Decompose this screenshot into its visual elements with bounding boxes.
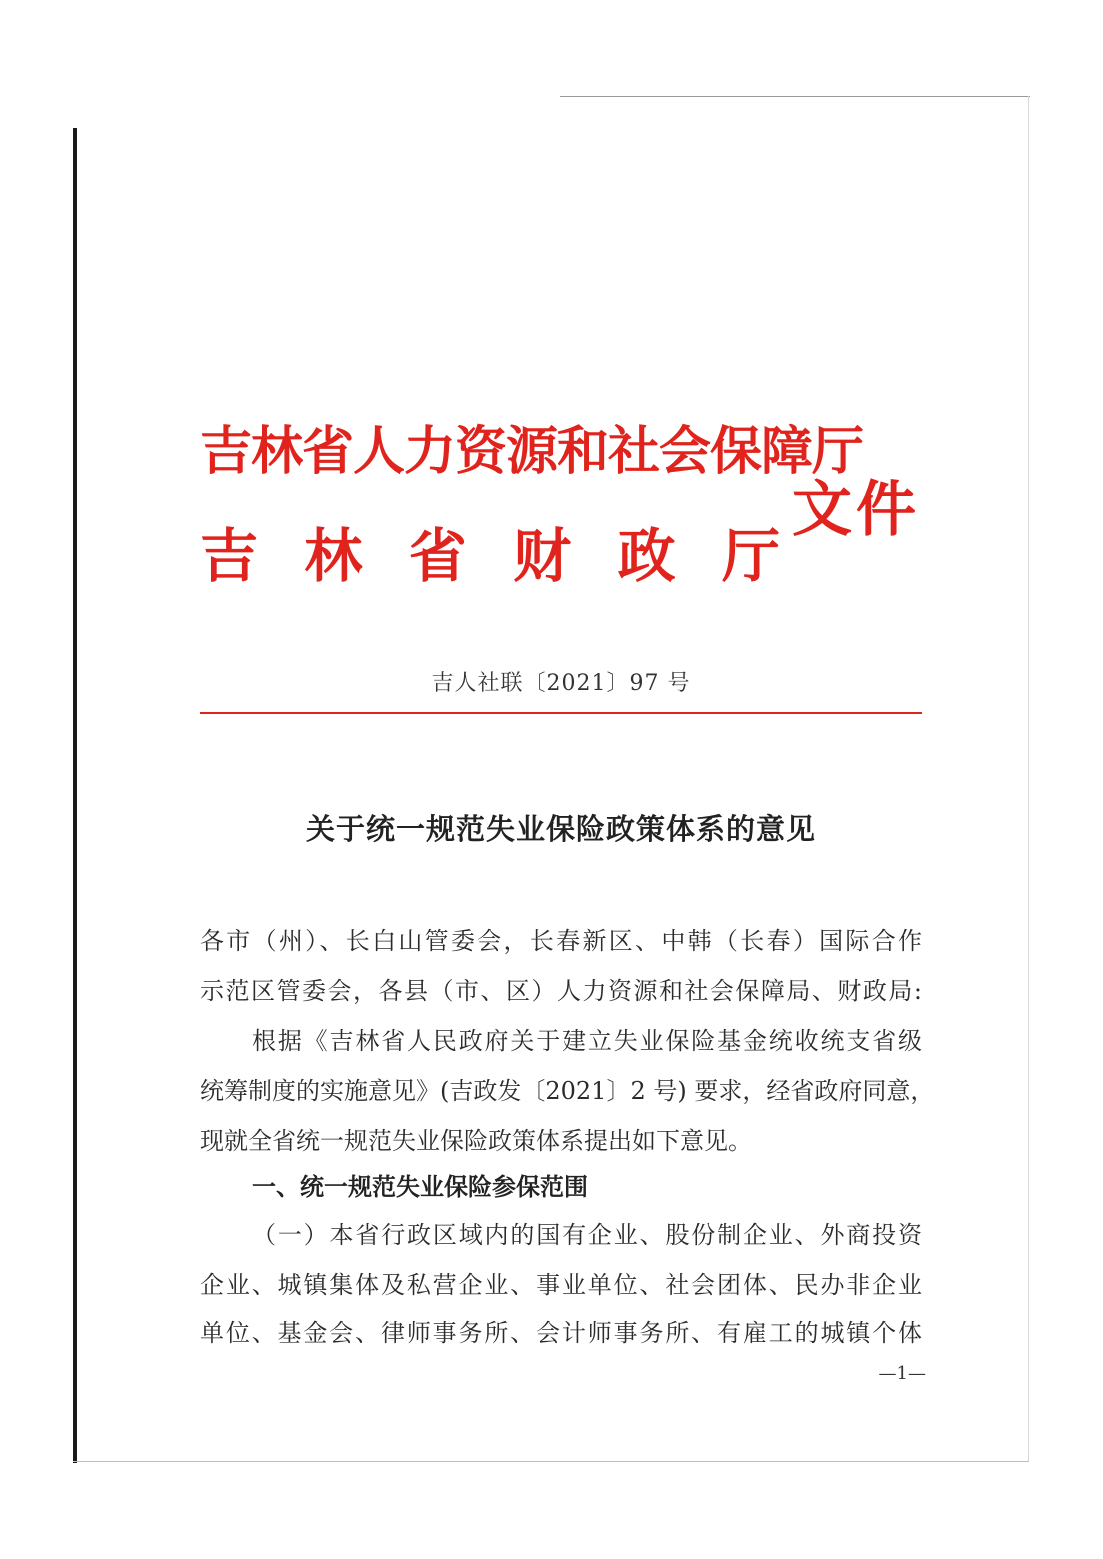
paragraph-1-line-1: 根据《吉林省人民政府关于建立失业保险基金统收统支省级 xyxy=(252,1027,922,1055)
paragraph-1-line-2: 统筹制度的实施意见》(吉政发〔2021〕2 号) 要求，经省政府同意， xyxy=(200,1077,935,1105)
org2-char: 吉 xyxy=(200,522,259,590)
org2-char: 省 xyxy=(408,522,467,590)
section-1-heading: 一、统一规范失业保险参保范围 xyxy=(252,1173,588,1201)
addressee-line-2: 示范区管委会，各县（市、区）人力资源和社会保障局、财政局: xyxy=(200,977,922,1005)
item-1-line-3: 单位、基金会、律师事务所、会计师事务所、有雇工的城镇个体 xyxy=(200,1319,922,1347)
issuing-org-hrss: 吉林省人力资源和社会保障厅 xyxy=(200,422,864,482)
scan-edge-bottom xyxy=(73,1461,1029,1462)
scan-edge-top xyxy=(560,96,1030,97)
document-label: 文件 xyxy=(792,475,920,545)
document-number: 吉人社联〔2021〕97 号 xyxy=(431,671,691,696)
item-1-line-1: （一）本省行政区域内的国有企业、股份制企业、外商投资 xyxy=(252,1221,922,1249)
org2-char: 林 xyxy=(304,522,363,590)
org2-char: 厅 xyxy=(721,522,780,590)
item-1-line-2: 企业、城镇集体及私营企业、事业单位、社会团体、民办非企业 xyxy=(200,1271,922,1299)
scan-edge-right xyxy=(1028,96,1029,1461)
org2-char: 财 xyxy=(513,522,572,590)
paragraph-1-line-3: 现就全省统一规范失业保险政策体系提出如下意见。 xyxy=(200,1127,752,1155)
document-title: 关于统一规范失业保险政策体系的意见 xyxy=(305,812,816,846)
red-divider xyxy=(200,712,922,714)
scan-edge-left xyxy=(73,128,77,1463)
addressee-line-1: 各市（州）、长白山管委会，长春新区、中韩（长春）国际合作 xyxy=(200,927,922,955)
org2-char: 政 xyxy=(617,522,676,590)
page-number: —1— xyxy=(878,1363,926,1384)
issuing-org-finance xyxy=(200,520,780,592)
